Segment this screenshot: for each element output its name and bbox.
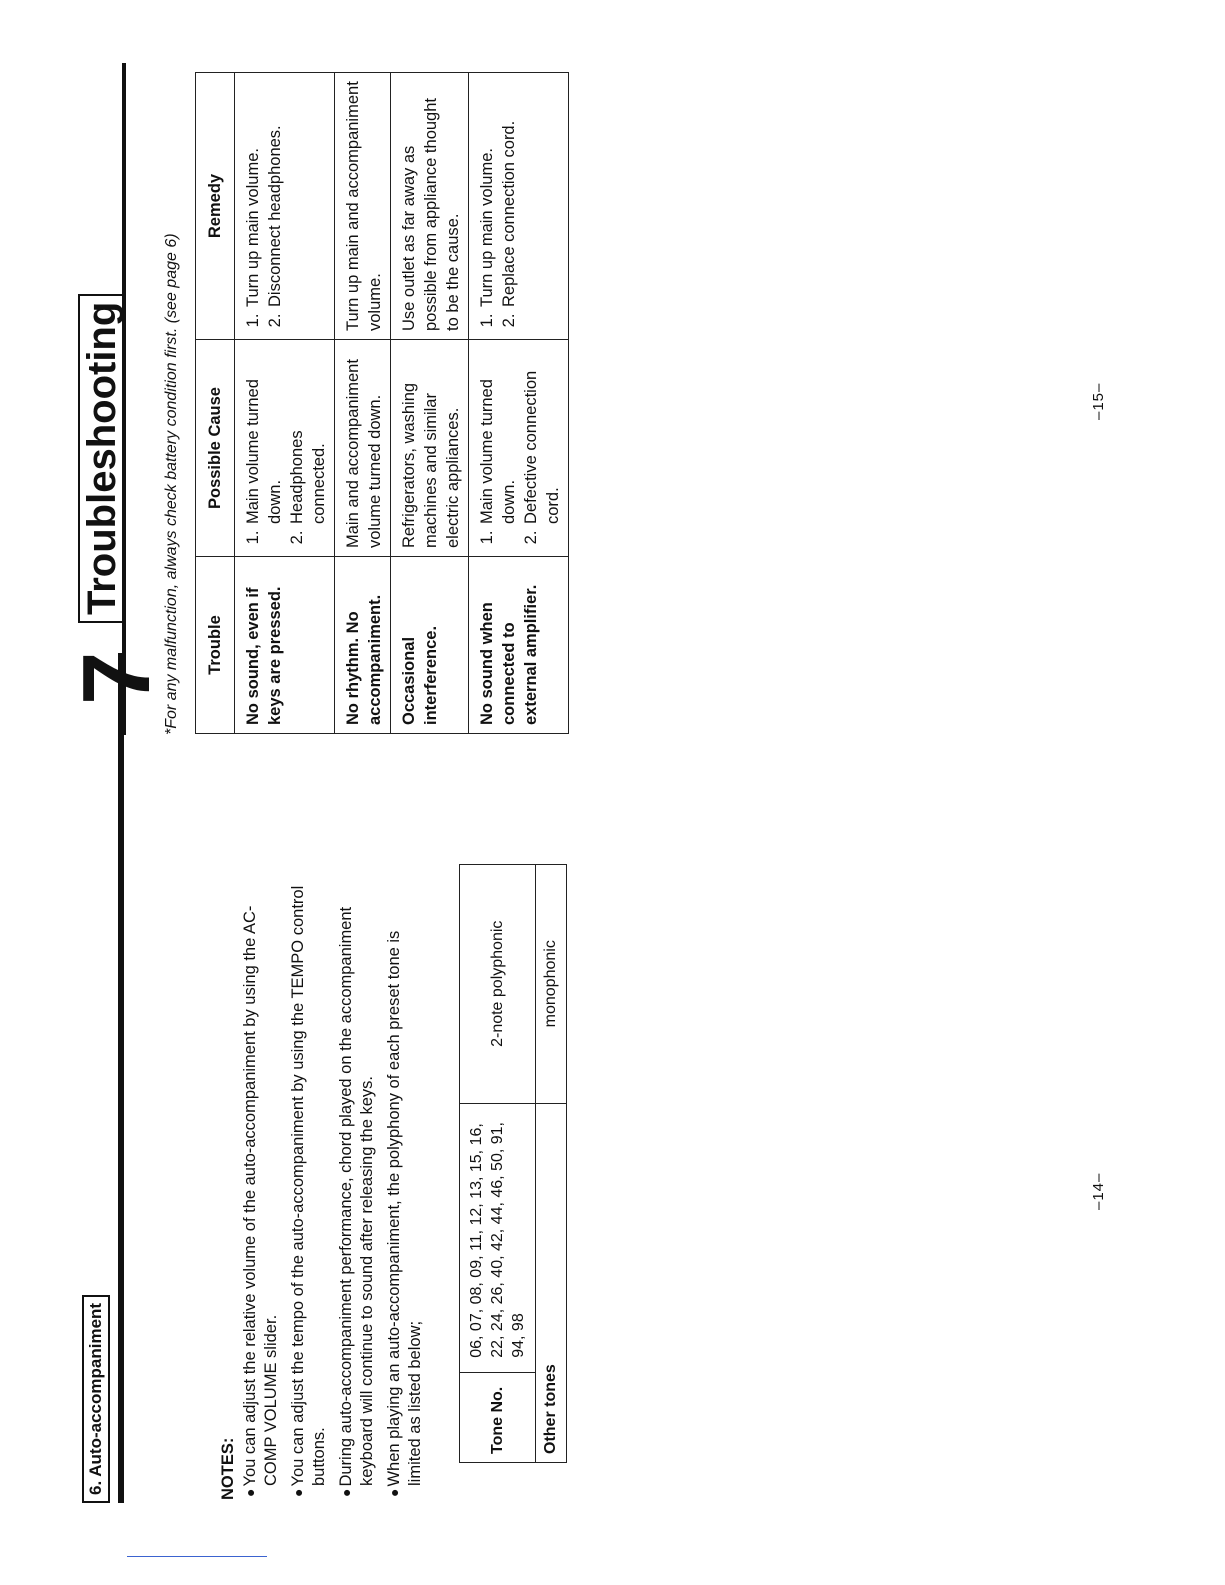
trouble-cell: No sound when connected to external amplifier. — [469, 557, 569, 734]
note-text: You can adjust the tempo of the auto-accompaniment by using the TEMPO control buttons. — [288, 885, 328, 1487]
remedy-cell: Turn up main and accompaniment volume. — [335, 73, 391, 340]
remedy-item: 2. Replace connection cord. — [498, 81, 520, 309]
remedy-cell: Use outlet as far away as possible from appliance thought to be the cause. — [391, 73, 469, 340]
column-header-trouble: Trouble — [196, 557, 235, 734]
note-item — [240, 880, 283, 1500]
table-row — [536, 864, 567, 1462]
table-row — [391, 73, 469, 734]
note-item — [336, 880, 379, 1500]
table-row — [469, 73, 569, 734]
polyphony-cell: monophonic — [536, 864, 567, 1103]
trouble-cell: No sound, even if keys are pressed. — [235, 557, 335, 734]
tone-numbers-cell: 06, 07, 08, 09, 11, 12, 13, 15, 16, 22, 24, 26, 40, 42, 44, 46, 50, 91, 94, 98 — [460, 1103, 536, 1372]
section-rule — [118, 653, 124, 1503]
remedy-item: 2. Disconnect headphones. — [264, 81, 286, 309]
cause-cell — [469, 340, 569, 557]
table-row — [460, 864, 536, 1462]
bullet-icon: ● — [385, 1488, 402, 1497]
bullet-icon: ● — [337, 1488, 354, 1497]
cause-item: 1. Main volume turned down. — [476, 348, 520, 526]
remedy-item: 1. Turn up main volume. — [242, 81, 264, 309]
section-heading: 6. Auto-accompaniment — [82, 1295, 110, 1503]
underline-artifact — [127, 1556, 267, 1557]
cause-item: 2. Headphones connected. — [286, 348, 330, 526]
remedy-item: 1. Turn up main volume. — [476, 81, 498, 309]
table-row — [235, 73, 335, 734]
cause-cell: Refrigerators, washing machines and similar electric appliances. — [391, 340, 469, 557]
polyphony-table — [459, 864, 567, 1463]
column-header-cause: Possible Cause — [196, 340, 235, 557]
table-row — [335, 73, 391, 734]
trouble-cell: Occasional interference. — [391, 557, 469, 734]
cause-item: 2. Defective connection cord. — [520, 348, 564, 526]
chapter-number: 7 — [63, 651, 170, 705]
cause-cell — [235, 340, 335, 557]
cause-item: 1. Main volume turned down. — [242, 348, 286, 526]
intro-note: *For any malfunction, always check battery condition first. (see page 6) — [163, 233, 180, 735]
troubleshooting-table — [195, 72, 569, 734]
notes-block — [218, 880, 432, 1500]
tone-label-cell: Other tones — [536, 1103, 567, 1462]
cause-cell: Main and accompaniment volume turned down. — [335, 340, 391, 557]
note-item — [384, 880, 427, 1500]
bullet-icon: ● — [241, 1488, 258, 1497]
note-text: You can adjust the relative volume of the auto-accompaniment by using the AC-COMP VOLUME slider. — [240, 905, 280, 1487]
note-item — [288, 880, 331, 1500]
tone-label-cell: Tone No. — [460, 1372, 536, 1462]
page-number: –15– — [1090, 382, 1107, 420]
remedy-cell — [469, 73, 569, 340]
polyphony-cell: 2-note polyphonic — [460, 864, 536, 1103]
page-number: –14– — [1090, 1172, 1107, 1210]
notes-heading: NOTES: — [219, 1437, 237, 1500]
remedy-cell — [235, 73, 335, 340]
bullet-icon: ● — [289, 1488, 306, 1497]
column-header-remedy: Remedy — [196, 73, 235, 340]
note-text: During auto-accompaniment performance, chord played on the accompaniment keyboard will continue to sound after releasing the keys. — [336, 906, 376, 1487]
chapter-title: Troubleshooting — [78, 294, 126, 623]
note-text: When playing an auto-accompaniment, the polyphony of each preset tone is limited as listed below; — [384, 930, 424, 1487]
table-header-row — [196, 73, 235, 734]
trouble-cell: No rhythm. No accompaniment. — [335, 557, 391, 734]
